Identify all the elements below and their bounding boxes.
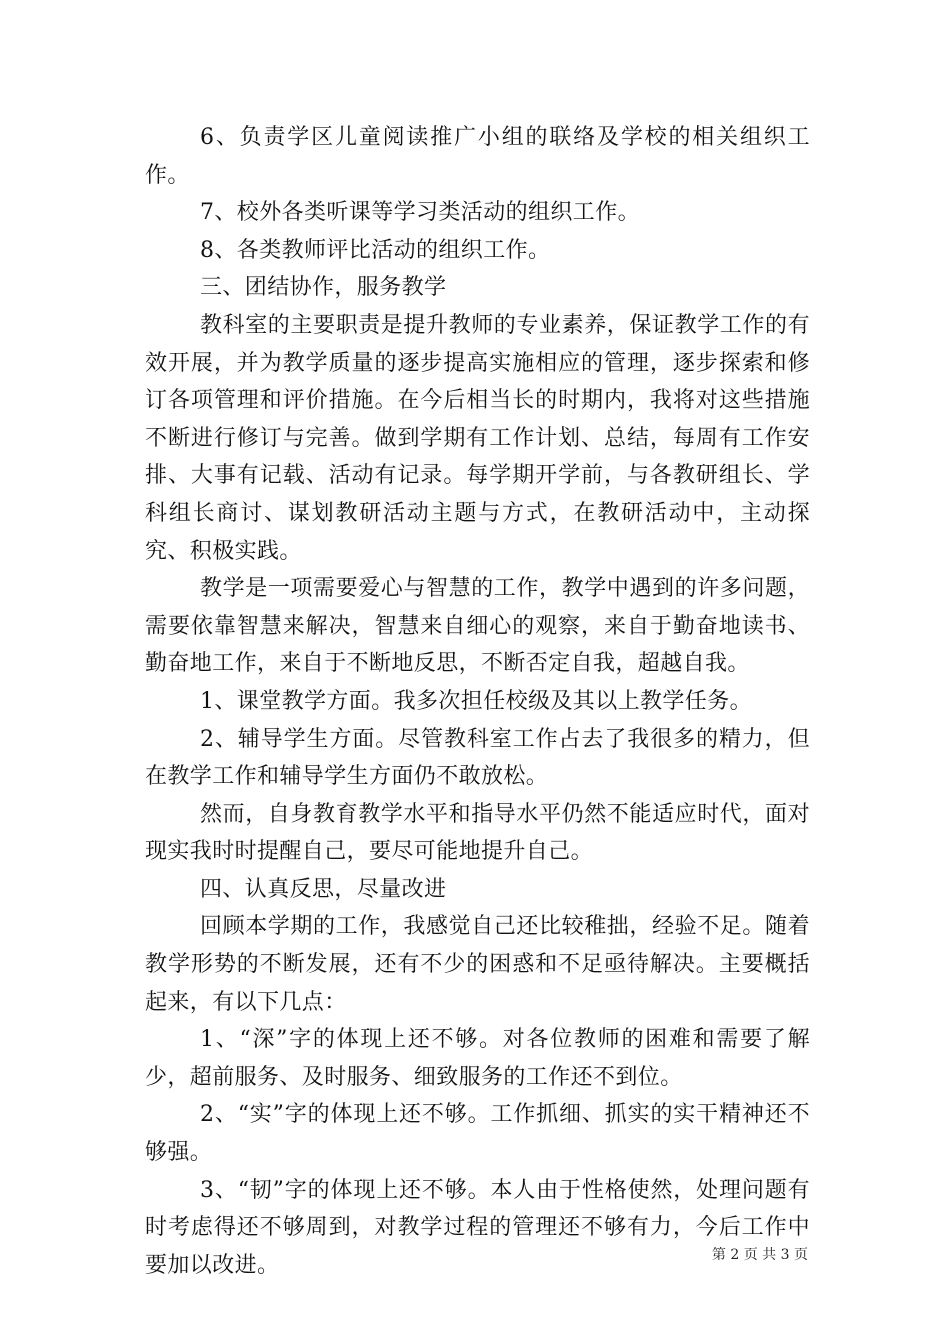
list-item: 1、课堂教学方面。我多次担任校级及其以上教学任务。 [200,688,752,714]
body-paragraph: 教科室的主要职责是提升教师的专业素养，保证教学工作的有效开展，并为教学质量的逐步提高实施相应的管理，逐步探索和修订各项管理和评价措施。在今后相当长的时期内，我将对这些措施不断进行修订与完善。做到学期有工作计划、总结，每周有工作安排、大事有记载、活动有记录。每学期开学前，与各教研组长、学科组长商讨、谋划教研活动主题与方式，在教研活动中，主动探究、积极实践。 [145,312,810,564]
body-paragraph: 回顾本学期的工作，我感觉自己还比较稚拙，经验不足。随着教学形势的不断发展，还有不少的困惑和不足亟待解决。主要概括起来，有以下几点： [145,914,810,1015]
body-paragraph: 然而，自身教育教学水平和指导水平仍然不能适应时代，面对现实我时时提醒自己，要尽可能地提升自己。 [145,801,810,865]
list-item: 7、校外各类听课等学习类活动的组织工作。 [200,200,640,226]
list-item: 3、“韧”字的体现上还不够。本人由于性格使然，处理问题有时考虑得还不够周到，对教学过程的管理还不够有力，今后工作中要加以改进。 [145,1177,810,1278]
list-item: 2、辅导学生方面。尽管教科室工作占去了我很多的精力，但在教学工作和辅导学生方面仍不敢放松。 [145,726,810,790]
list-item: 2、“实”字的体现上还不够。工作抓细、抓实的实干精神还不够强。 [145,1102,810,1166]
section-heading: 四、认真反思，尽量改进 [200,876,447,902]
document-body [145,119,810,1284]
list-item: 8、各类教师评比活动的组织工作。 [200,237,551,263]
body-paragraph: 教学是一项需要爱心与智慧的工作，教学中遇到的许多问题，需要依靠智慧来解决，智慧来自细心的观察，来自于勤奋地读书、勤奋地工作，来自于不断地反思，不断否定自我，超越自我。 [145,576,810,677]
section-heading: 三、团结协作，服务教学 [200,275,447,301]
list-item: 1、“深”字的体现上还不够。对各位教师的困难和需要了解少，超前服务、及时服务、细致服务的工作还不到位。 [145,1027,810,1090]
page-number-footer: 第 2 页 共 3 页 [711,1247,808,1263]
list-item: 6、负责学区儿童阅读推广小组的联络及学校的相关组织工作。 [145,125,810,188]
